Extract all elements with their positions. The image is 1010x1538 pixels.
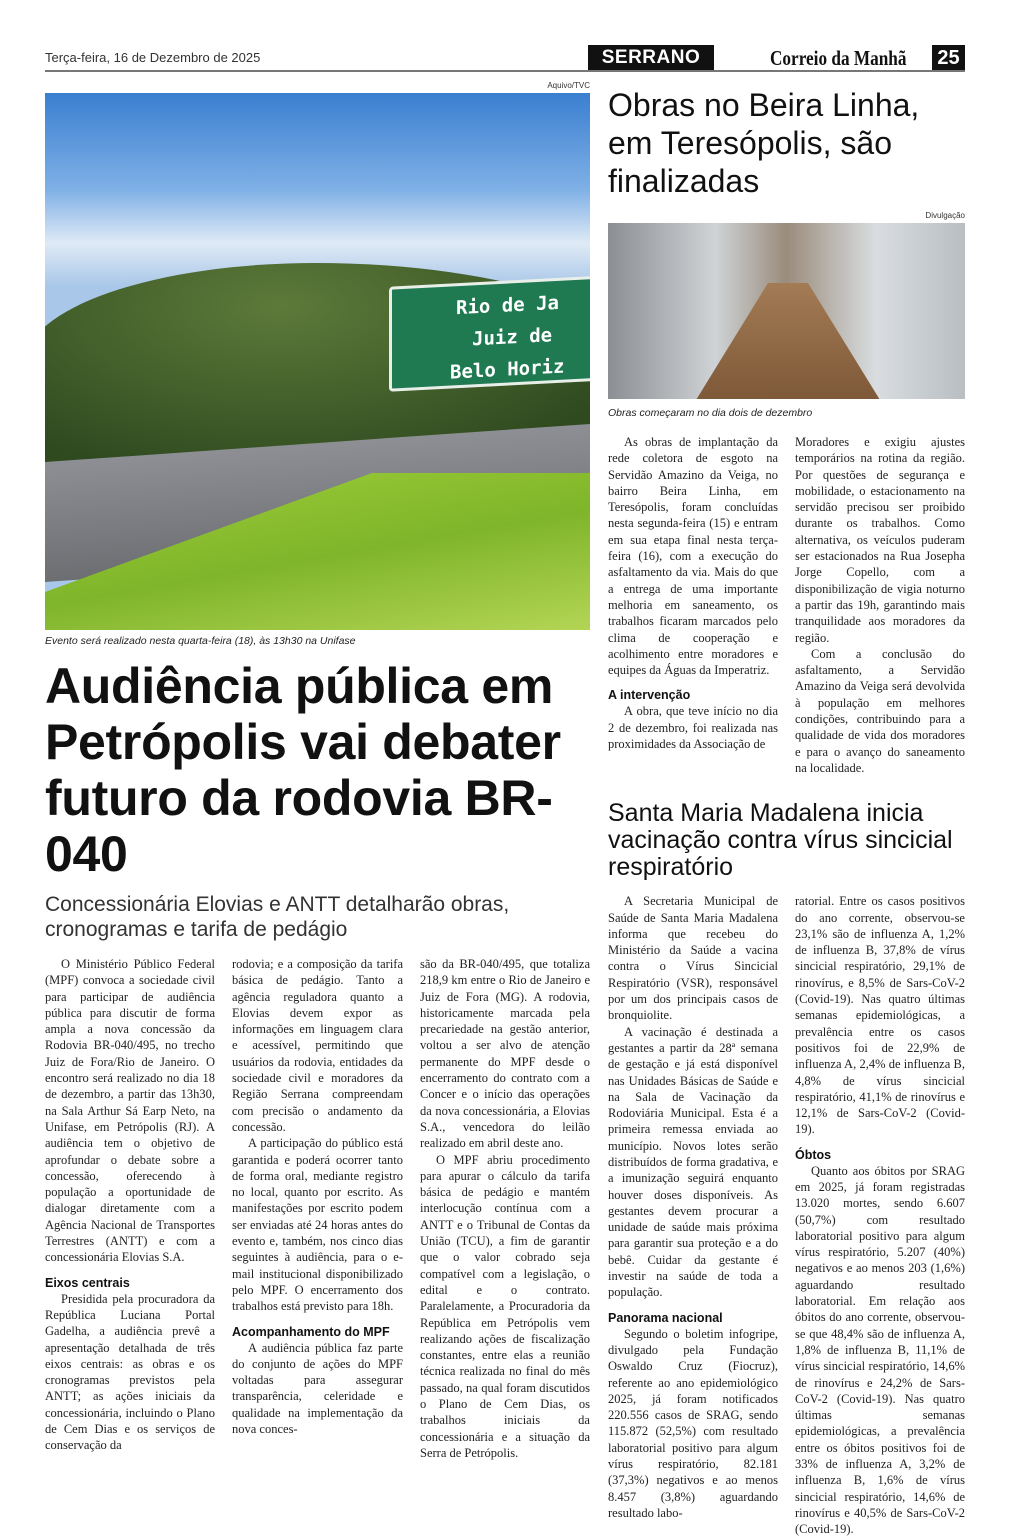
paragraph: A audiência pública faz parte do conjunto de ações do MPF voltadas para assegurar transparência, celeridade e qualidade na implementação da nova conces- — [232, 1340, 403, 1437]
issue-date: Terça-feira, 16 de Dezembro de 2025 — [45, 50, 261, 65]
subheading: Óbtos — [795, 1147, 832, 1162]
article-body — [608, 893, 965, 1537]
highway-photo — [45, 93, 590, 630]
paragraph: A participação do público está garantida e poderá ocorrer tanto de forma oral, mediante registro no local, quanto por escrito. As manifestações por escrito podem ser enviadas até 24 horas antes do evento e, também, nos cinco dias seguintes à audiência, para o e-mail institucional disponibilizado pelo MPF. O encerramento dos trabalhos está previsto para 18h. — [232, 1136, 403, 1314]
sign-line: Juiz de — [472, 324, 553, 351]
headline: Obras no Beira Linha, em Teresópolis, são finalizadas — [608, 87, 920, 199]
construction-photo — [608, 223, 965, 399]
article-column — [45, 956, 215, 1461]
subheading: Eixos centrais — [45, 1275, 130, 1290]
headline: Santa Maria Madalena inicia vacinação contra vírus sincicial respiratório — [608, 799, 953, 882]
paragraph: Com a conclusão do asfaltamento, a Servidão Amazino da Veiga será devolvida à população em melhores condições, contribuindo para a qualidade de vida dos moradores e para o avanço do saneamento na localidade. — [795, 646, 965, 775]
paragraph: A obra, que teve início no dia 2 de dezembro, foi realizada nas proximidades da Associação de — [608, 704, 778, 752]
article-audiencia — [45, 80, 590, 1461]
article-column — [795, 893, 965, 1537]
paragraph: A Secretaria Municipal de Saúde de Santa Maria Madalena informa que recebeu do Ministério da Saúde a vacina contra o Vírus Sincicial Respiratório (VSR), responsável por um dos principais casos de bronquiolite. — [608, 894, 778, 1023]
headline: Audiência pública em Petrópolis vai debater futuro da rodovia BR-040 — [45, 658, 561, 882]
section-label: SERRANO — [588, 45, 714, 71]
article-body — [45, 956, 590, 1461]
article-body — [608, 434, 965, 776]
subheadline: Concessionária Elovias e ANTT detalharão obras, cronogramas e tarifa de pedágio — [45, 893, 510, 941]
page-number: 25 — [932, 45, 965, 71]
article-column — [232, 956, 403, 1461]
subheading: Panorama nacional — [608, 1310, 723, 1325]
paragraph: O MPF abriu procedimento para apurar o cálculo da tarifa básica de pedágio e mantém interlocução contínua com a ANTT e o Tribunal de Contas da União (TCU), a fim de garantir que o valor cobrado seja compatível com a legislação, o edital e o contrato. Paralelamente, a Procuradoria da República em Petrópolis vem realizando ações de fiscalização constantes, entre elas a reunião técnica realizada no final do mês passado, na qual foram discutidos o Plano de Cem Dias, os trabalhos iniciais da concessionária e a situação da Serra de Petrópolis. — [420, 1152, 590, 1460]
paragraph: rodovia; e a composição da tarifa básica de pedágio. Tanto a agência reguladora quanto a Elovias devem expor as informações em linguagem clara e acessível, permitindo que usuários da rodovia, entidades da sociedade civil e moradores da Região Serrana compreendam com precisão o andamento da concessão. — [232, 957, 403, 1134]
masthead-logo: Correio da Manhã — [770, 46, 907, 70]
road-sign — [389, 275, 590, 392]
photo-credit: Divulgação — [925, 211, 965, 220]
paragraph: O Ministério Público Federal (MPF) convoca a sociedade civil para participar de audiência pública para discutir de forma ampla a nova concessão da Rodovia BR-040/495, no trecho Juiz de Fora/Rio de Janeiro. O encontro será realizado no dia 18 de dezembro, a partir das 13h30, na Sala Arthur Sá Earp Neto, na Unifase, em Petrópolis (RJ). A audiência tem o objetivo de aprofundar o debate sobre a concessão, oferecendo à população a oportunidade de dialogar diretamente com a Agência Nacional de Transportes Terrestres (ANTT) e com a concessionária Elovias S.A. — [45, 957, 215, 1265]
article-column — [795, 434, 965, 776]
paragraph: Segundo o boletim infogripe, divulgado pela Fundação Oswaldo Cruz (Fiocruz), referente ao ano epidemiológico 2025, já foram notificados 220.556 casos de SRAG, sendo 115.872 (52,5%) com resultado laboratorial positivo para algum vírus respiratório, 82.181 (37,3%) negativos e ao menos 8.457 (3,8%) aguardando resultado labo- — [608, 1326, 778, 1520]
paragraph: Presidida pela procuradora da República Luciana Portal Gadelha, a audiência prevê a apresentação detalhada de três eixos centrais: as obras e os cronogramas previstos pela ANTT; as ações iniciais da concessionária, incluindo o Plano de Cem Dias e os serviços de conservação da — [45, 1291, 215, 1453]
header-rule — [45, 70, 965, 72]
photo-credit: Aquivo/TVC — [547, 81, 590, 90]
paragraph: são da BR-040/495, que totaliza 218,9 km entre o Rio de Janeiro e Juiz de Fora (MG). A rodovia, historicamente marcada pela precariedade na gestão anterior, voltou a ser alvo de atenção permanente do MPF desde o encerramento do contrato com a Concer e o início das operações da nova concessionária, a Elovias S.A., vencedora do leilão realizado em abril deste ano. — [420, 957, 590, 1151]
sign-line: Rio de Ja — [456, 291, 559, 320]
paragraph: Moradores e exigiu ajustes temporários na rotina da região. Por questões de segurança e mobilidade, o estacionamento na servidão precisou ser proibido durante os trabalhos. Como alternativa, os veículos puderam ser estacionados na Rua Josepha Jorge Copello, com a disponibilização de vigia noturno a partir das 19h, garantindo mais tranquilidade aos moradores da região. — [795, 435, 965, 645]
article-column — [608, 893, 778, 1537]
photo-caption: Evento será realizado nesta quarta-feira (18), às 13h30 na Unifase — [45, 635, 356, 647]
paragraph: As obras de implantação da rede coletora de esgoto na Servidão Amazino da Veiga, no bairro Beira Linha, em Teresópolis, foram concluídas nesta segunda-feira (15) e entram em sua etapa final nesta terça-feira (16), com a execução do asfaltamento da via. Mais do que a entrega de uma importante melhoria em saneamento, os trabalhos ficaram marcados pelo clima de cooperação e acolhimento entre moradores e equipes da Águas da Imperatriz. — [608, 435, 778, 678]
photo-caption: Obras começaram no dia dois de dezembro — [608, 407, 813, 419]
paragraph: A vacinação é destinada a gestantes a partir da 28ª semana de gestação e já está disponível nas Unidades Básicas de Saúde e na Sala de Vacinação da Rodoviária Municipal. Esta é a primeira remessa enviada ao município. Novos lotes serão distribuídos de forma gradativa, e a imunização seguirá enquanto houver doses disponíveis. As gestantes devem procurar a unidade de saúde mais próxima para garantir sua proteção e a do bebê. Cuidar da gestante é investir na saúde de toda a população. — [608, 1024, 778, 1300]
paragraph: Quanto aos óbitos por SRAG em 2025, já foram registradas 13.020 mortes, sendo 6.607 (50,7%) com resultado laboratorial positivo para algum vírus respiratório, 5.207 (40%) negativos e ao menos 203 (1,6%) aguardando resultado laboratorial. Em relação aos óbitos do ano corrente, observou-se que 48,4% são de influenza A, 1,8% de influenza B, 11,1% de vírus sincicial respiratório, 14,6% de rinovírus e 24,2% de Sars-CoV-2 (Covid-19). Nas quatro últimas semanas epidemiológicas, a prevalência entre os óbitos positivos foi de 33% de influenza A, 3,2% de influenza B, 1,6% de vírus sincicial respiratório, 14,6% de rinovírus e 40,5% de Sars-CoV-2 (Covid-19). — [795, 1163, 965, 1537]
subheading: Acompanhamento do MPF — [232, 1324, 390, 1339]
article-column — [420, 956, 590, 1461]
paragraph: ratorial. Entre os casos positivos do ano corrente, observou-se 23,1% são de influenza A, 1,2% de influenza B, 37,8% de vírus sincicial respiratório, 29,1% de rinovírus, e 8,5% de Sars-CoV-2 (Covid-19). Nas quatro últimas semanas epidemiológicas, a prevalência entre os casos positivos foi de 22,9% de influenza A, 2,4% de influenza B, 4,8% de vírus sincicial respiratório, 41,1% de rinovírus e 12,1% de Sars-CoV-2 (Covid-19). — [795, 894, 965, 1137]
subheading: A intervenção — [608, 688, 691, 703]
right-column — [608, 86, 965, 1538]
article-column — [608, 434, 778, 776]
trench — [688, 283, 888, 399]
sign-line: Belo Horiz — [450, 355, 565, 384]
